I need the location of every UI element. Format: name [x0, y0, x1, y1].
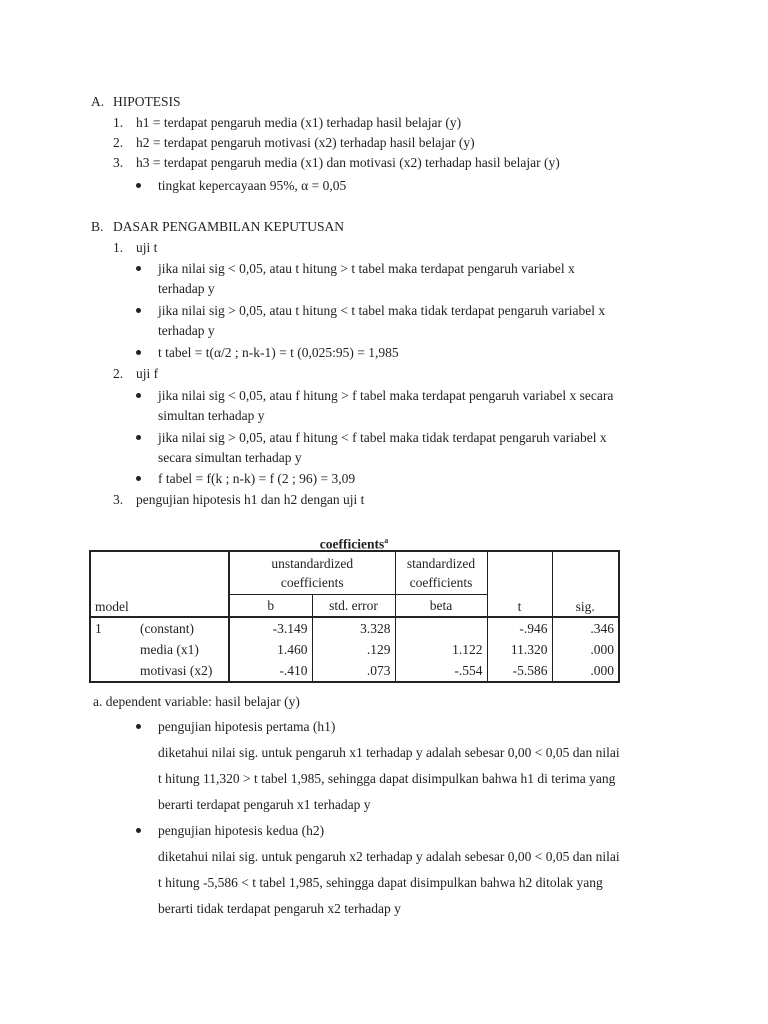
- row-variable: media (x1): [140, 642, 199, 657]
- item-3-num: 3.: [113, 492, 124, 507]
- h2-title: pengujian hipotesis kedua (h2): [158, 823, 325, 838]
- bullet-icon: [136, 435, 141, 440]
- h1-line-1: diketahui nilai sig. untuk pengaruh x1 terhadap y adalah sebesar 0,00 < 0,05 dan nilai: [158, 745, 620, 760]
- beta-header: beta: [395, 595, 487, 618]
- bullet-icon: [136, 828, 141, 833]
- uji-t-rule-2-line-1: jika nilai sig > 0,05, atau t hitung < t tabel maka tidak terdapat pengaruh variabel x: [158, 303, 606, 318]
- h1-line-2: t hitung 11,320 > t tabel 1,985, sehingga dapat disimpulkan bahwa h1 di terima yang: [158, 771, 616, 786]
- uji-t-label: uji t: [136, 240, 158, 255]
- t-tabel-formula: t tabel = t(α/2 ; n-k-1) = t (0,025:95) = 1,985: [158, 345, 399, 360]
- unstandardized-header-line-2: coefficients: [280, 575, 344, 590]
- bullet-icon: [136, 183, 141, 188]
- row-variable: (constant): [140, 621, 194, 636]
- row-b: -3.149: [229, 617, 312, 639]
- unstandardized-header: [229, 551, 395, 595]
- row-sig: .346: [552, 617, 619, 639]
- bullet-icon: [136, 476, 141, 481]
- uji-t-rule-2-line-2: terhadap y: [158, 323, 215, 338]
- h1-line-3: berarti terdapat pengaruh x1 terhadap y: [158, 797, 371, 812]
- table-row: [90, 660, 619, 682]
- hypothesis-3-text: h3 = terdapat pengaruh media (x1) dan motivasi (x2) terhadap hasil belajar (y): [136, 155, 560, 170]
- hypothesis-1-text: h1 = terdapat pengaruh media (x1) terhadap hasil belajar (y): [136, 115, 462, 130]
- row-std-error: 3.328: [312, 617, 395, 639]
- row-sig: .000: [552, 639, 619, 660]
- standardized-header: [395, 551, 487, 595]
- section-a-title: HIPOTESIS: [113, 94, 181, 109]
- b-header: b: [229, 595, 312, 618]
- row-std-error: .073: [312, 660, 395, 682]
- uji-f-rule-2-line-1: jika nilai sig > 0,05, atau f hitung < f tabel maka tidak terdapat pengaruh variabel x: [158, 430, 607, 445]
- std-error-header: std. error: [312, 595, 395, 618]
- row-t: -.946: [487, 617, 552, 639]
- uji-f-num: 2.: [113, 366, 124, 381]
- model-header: model: [95, 599, 129, 614]
- confidence-level-text: tingkat kepercayaan 95%, α = 0,05: [158, 178, 347, 193]
- hypothesis-3-num: 3.: [113, 155, 124, 170]
- f-tabel-formula: f tabel = f(k ; n-k) = f (2 ; 96) = 3,09: [158, 471, 356, 486]
- row-b: -.410: [229, 660, 312, 682]
- section-b-marker: B.: [91, 219, 104, 234]
- uji-t-rule-1-line-1: jika nilai sig < 0,05, atau t hitung > t tabel maka terdapat pengaruh variabel x: [158, 261, 575, 276]
- row-beta: -.554: [395, 660, 487, 682]
- standardized-header-line-2: coefficients: [409, 575, 473, 590]
- hypothesis-1-num: 1.: [113, 115, 124, 130]
- h2-line-2: t hitung -5,586 < t tabel 1,985, sehingga dapat disimpulkan bahwa h2 ditolak yang: [158, 875, 603, 890]
- sig-header-cell: [552, 551, 619, 617]
- hypothesis-2-text: h2 = terdapat pengaruh motivasi (x2) terhadap hasil belajar (y): [136, 135, 475, 150]
- section-a-marker: A.: [91, 94, 105, 109]
- h1-title: pengujian hipotesis pertama (h1): [158, 719, 336, 734]
- standardized-header-line-1: standardized: [406, 556, 476, 571]
- unstandardized-header-line-1: unstandardized: [271, 556, 354, 571]
- table-title-text: coefficients: [319, 536, 385, 552]
- uji-t-num: 1.: [113, 240, 124, 255]
- bullet-icon: [136, 266, 141, 271]
- row-variable: motivasi (x2): [136, 660, 229, 682]
- row-beta: [395, 617, 487, 639]
- uji-f-label: uji f: [136, 366, 159, 381]
- sig-header: sig.: [575, 599, 595, 614]
- h2-line-1: diketahui nilai sig. untuk pengaruh x2 terhadap y adalah sebesar 0,00 < 0,05 dan nilai: [158, 849, 620, 864]
- model-header-cell: [90, 551, 229, 617]
- hypothesis-2-num: 2.: [113, 135, 124, 150]
- table-row: [90, 617, 619, 639]
- uji-f-rule-2-line-2: secara simultan terhadap y: [158, 450, 302, 465]
- uji-f-rule-1-line-1: jika nilai sig < 0,05, atau f hitung > f tabel maka terdapat pengaruh variabel x secara: [158, 388, 614, 403]
- bullet-icon: [136, 308, 141, 313]
- coefficients-table: [89, 550, 620, 683]
- uji-t-rule-1-line-2: terhadap y: [158, 281, 215, 296]
- table-row: [90, 639, 619, 660]
- row-sig: .000: [552, 660, 619, 682]
- h2-line-3: berarti tidak terdapat pengaruh x2 terhadap y: [158, 901, 401, 916]
- row-t: 11.320: [487, 639, 552, 660]
- t-header-cell: [487, 551, 552, 617]
- row-beta: 1.122: [395, 639, 487, 660]
- row-b: 1.460: [229, 639, 312, 660]
- t-header: t: [517, 599, 522, 614]
- row-t: -5.586: [487, 660, 552, 682]
- table-footnote: a. dependent variable: hasil belajar (y): [93, 694, 300, 709]
- model-number: 1: [90, 617, 136, 639]
- section-b-title: DASAR PENGAMBILAN KEPUTUSAN: [113, 219, 345, 234]
- bullet-icon: [136, 724, 141, 729]
- row-std-error: .129: [312, 639, 395, 660]
- bullet-icon: [136, 350, 141, 355]
- table-title-superscript: a: [384, 536, 389, 545]
- bullet-icon: [136, 393, 141, 398]
- item-3-text: pengujian hipotesis h1 dan h2 dengan uji t: [136, 492, 365, 507]
- uji-f-rule-1-line-2: simultan terhadap y: [158, 408, 265, 423]
